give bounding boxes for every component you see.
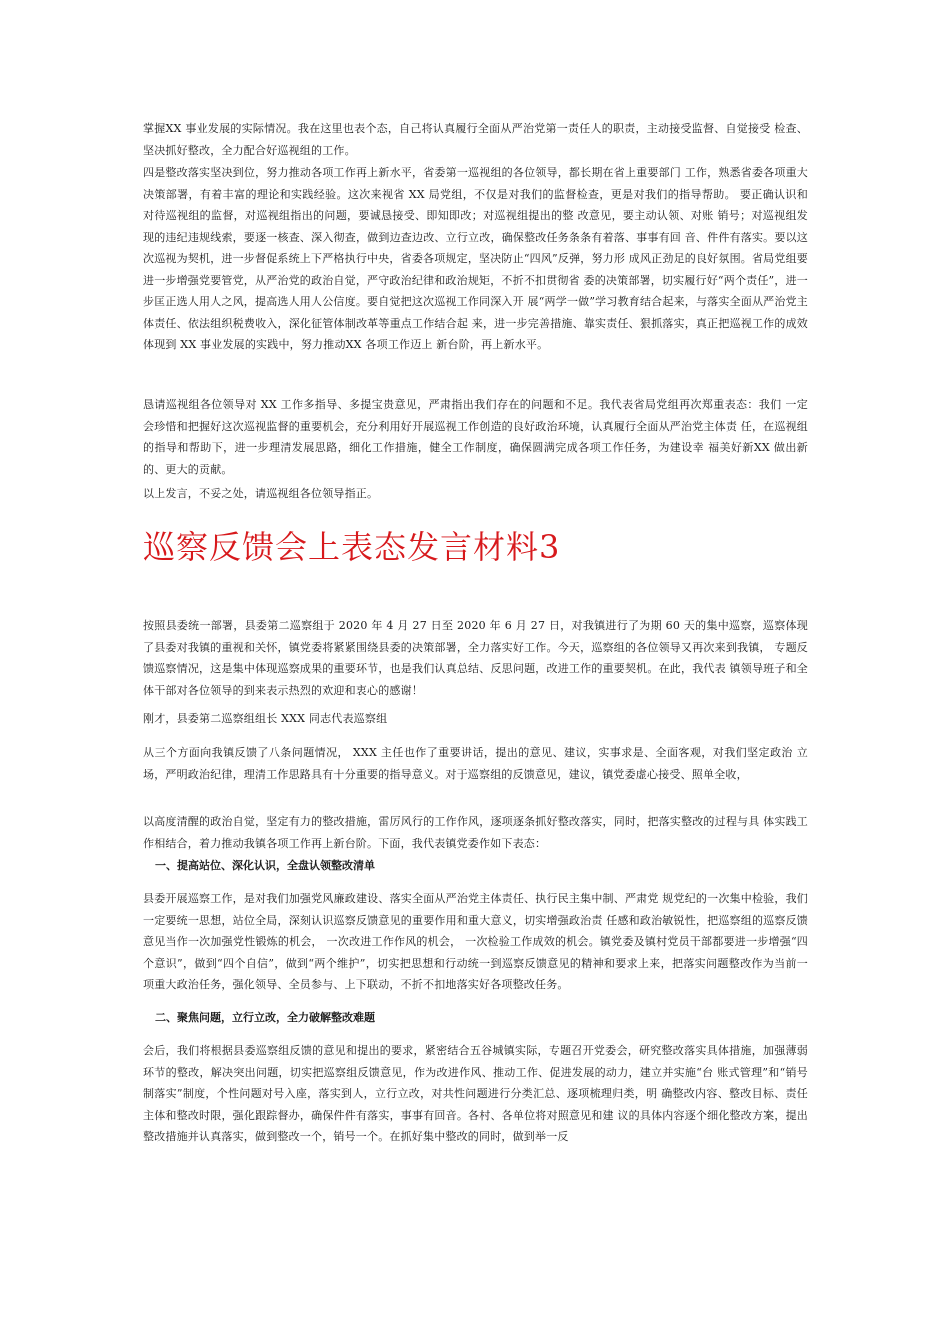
- paragraph-9: 县委开展巡察工作，是对我们加强党风廉政建设、落实全面从严治党主体责任、执行民主集中制、严肃党 规党纪的一次集中检验，我们一定要统一思想，站位全局，深刻认识巡察反馈意见的重要作用和重大意义，切实增强政治责 任感和政治敏锐性，把巡察组的巡察反馈意见当作一次加强党性锻炼的机会， 一次改进工作作风的机会， 一次检验工作成效的机会。镇党委及镇村党员干部都要进一步增强“四个意识”，做到“四个自信”，做到“两个维护”，切实把思想和行动统一到巡察反馈意见的精神和要求上来，把落实问题整改作为当前一项重大政治任务，强化领导、全员参与、上下联动，不折不扣地落实好各项整改任务。: [143, 892, 808, 991]
- paragraph-3: 恳请巡视组各位领导对 XX 工作多指导、多提宝贵意见，严肃指出我们存在的问题和不足。我代表省局党组再次郑重表态：我们 一定会珍惜和把握好这次巡视监督的重要机会，充分利用好开展巡视工作创造的良好政治环境，认真履行全面从严治党主体责 任，在巡视组的指导和帮助下，进一步理清发展思路，细化工作措施，健全工作制度，确保圆满完成各项工作任务，为建设幸 福美好新XX 做出新的、更大的贡献。: [143, 398, 808, 476]
- section-title: 巡察反馈会上表态发言材料3: [143, 528, 561, 566]
- heading-2: 二、聚焦问题，立行立改，全力破解整改难题: [155, 1011, 375, 1024]
- paragraph-10: 会后，我们将根据县委巡察组反馈的意见和提出的要求，紧密结合五谷城镇实际，专题召开党委会，研究整改落实具体措施，加强薄弱环节的整改，解决突出问题，切实把巡察组反馈意见，作为改进作风、推动工作、促进发展的动力，建立并实施“台 账式管理”和“销号制落实”制度，个性问题对号入座，落实到人，立行立改，对共性问题进行分类汇总、逐项梳理归类，明 确整改内容、整改目标、责任主体和整改时限，强化跟踪督办，确保件件有落实，事事有回音。各村、各单位将对照意见和建 议的具体内容逐个细化整改方案，提出整改措施并认真落实，做到整改一个，销号一个。在抓好集中整改的同时，做到举一反: [143, 1044, 808, 1143]
- paragraph-5: 按照县委统一部署，县委第二巡察组于 2020 年 4 月 27 日至 2020 年 6 月 27 日，对我镇进行了为期 60 天的集中巡察，巡察体现 了县委对我镇的重视和关怀，镇党委将紧紧围绕县委的决策部署，全力落实好工作。今天，巡察组的各位领导又再次来到我镇， 专题反馈巡察情况，这是集中体现巡察成果的重要环节，也是我们认真总结、反思问题，改进工作的重要契机。在此，我代表 镇领导班子和全体干部对各位领导的到来表示热烈的欢迎和衷心的感谢！: [143, 619, 808, 697]
- paragraph-8: 以高度清醒的政治自觉，坚定有力的整改措施，雷厉风行的工作作风，逐项逐条抓好整改落实，同时，把落实整改的过程与具 体实践工作相结合，着力推动我镇各项工作再上新台阶。下面，我代表镇党委作如下表态：: [143, 815, 808, 850]
- paragraph-4: 以上发言，不妥之处，请巡视组各位领导指正。: [143, 487, 379, 500]
- paragraph-6: 刚才，县委第二巡察组组长 XXX 同志代表巡察组: [143, 712, 388, 725]
- paragraph-1: 掌握XX 事业发展的实际情况。我在这里也表个态，自己将认真履行全面从严治党第一责任人的职责，主动接受监督、自觉接受 检查、坚决抓好整改，全力配合好巡视组的工作。: [143, 122, 808, 157]
- heading-1: 一、提高站位、深化认识，全盘认领整改清单: [155, 859, 375, 872]
- paragraph-7: 从三个方面向我镇反馈了八条问题情况， XXX 主任也作了重要讲话，提出的意见、建议，实事求是、全面客观，对我们坚定政治 立场，严明政治纪律，理清工作思路具有十分重要的指导意义。对于巡察组的反馈意见，建议，镇党委虚心接受、照单全收，: [143, 746, 808, 781]
- paragraph-2: 四是整改落实坚决到位，努力推动各项工作再上新水平，省委第一巡视组的各位领导，都长期在省上重要部门 工作，熟悉省委各项重大决策部署，有着丰富的理论和实践经验。这次来视省 XX 局党组，不仅是对我们的监督检查，更是对我们的指导帮助。 要正确认识和对待巡视组的监督，对巡视组指出的问题，要诚恳接受、即知即改；对巡视组提出的整 改意见，要主动认领、对账 销号；对巡视组发现的违纪违规线索，要逐一核查、深入彻查，做到边查边改、立行立改，确保整改任务条条有着落、事事有回 音、件件有落实。要以这次巡视为契机，进一步督促系统上下严格执行中央，省委各项规定，坚决防止“四风”反弹，努力形 成风正劲足的良好氛围。省局党组要进一步增强党要管党，从严治党的政治自觉，严守政治纪律和政治规矩，不折不扣贯彻省 委的决策部署，切实履行好“两个责任”，进一步匡正选人用人之风，提高选人用人公信度。要自觉把这次巡视工作同深入开 展“两学一做”学习教育结合起来，与落实全面从严治党主体责任、依法组织税费收入，深化征管体制改革等重点工作结合起 来，进一步完善措施、靠实责任、狠抓落实，真正把巡视工作的成效体现到 XX 事业发展的实践中，努力推动XX 各项工作迈上 新台阶，再上新水平。: [143, 166, 808, 351]
